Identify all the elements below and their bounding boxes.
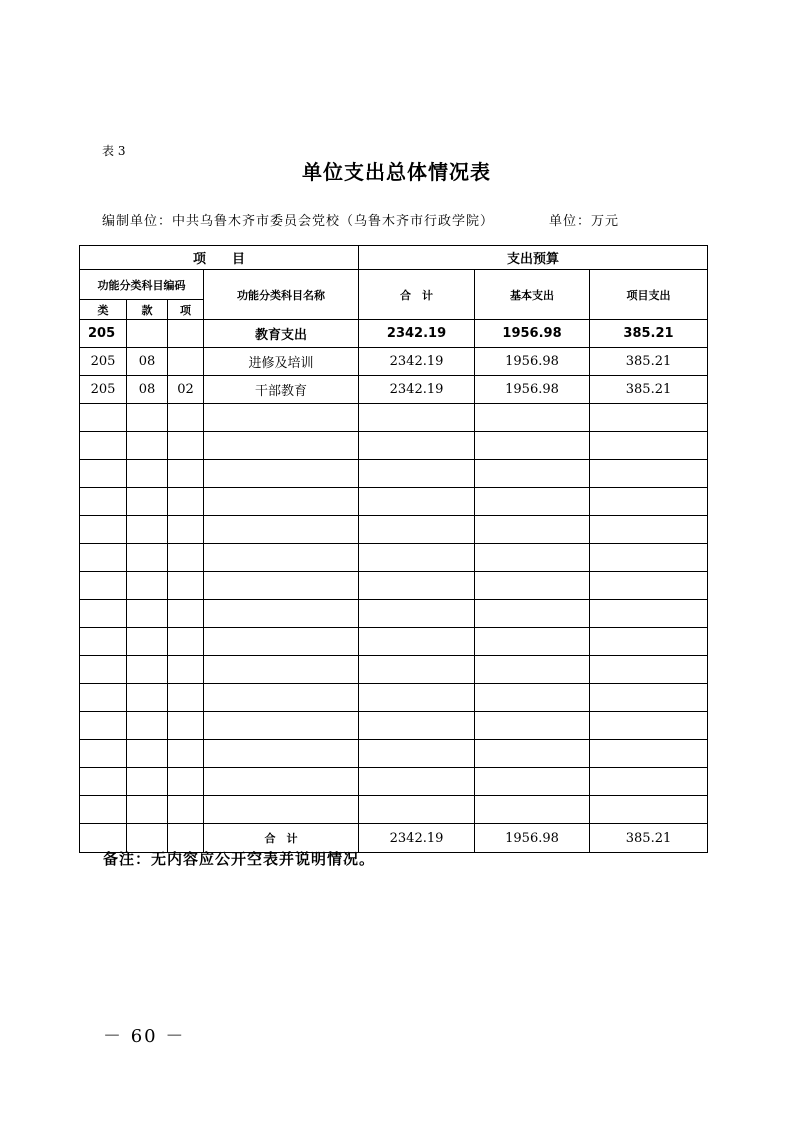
cell-kuan: [127, 320, 168, 348]
empty-row: [80, 628, 708, 656]
empty-row: [80, 488, 708, 516]
empty-cell: [168, 712, 204, 740]
sum-project: 385.21: [590, 824, 708, 853]
empty-cell: [127, 404, 168, 432]
currency-unit: 单位：万元: [549, 214, 620, 229]
empty-cell: [80, 572, 127, 600]
empty-cell: [80, 740, 127, 768]
empty-cell: [127, 460, 168, 488]
empty-cell: [80, 432, 127, 460]
empty-cell: [80, 684, 127, 712]
empty-cell: [127, 516, 168, 544]
sum-basic: 1956.98: [475, 824, 590, 853]
header-lei: 类: [80, 300, 127, 320]
empty-cell: [475, 684, 590, 712]
empty-row: [80, 544, 708, 572]
header-basic: 基本支出: [475, 270, 590, 320]
empty-cell: [204, 628, 359, 656]
empty-cell: [359, 404, 475, 432]
cell-project: 385.21: [590, 320, 708, 348]
empty-cell: [590, 572, 708, 600]
header-xiang: 项: [168, 300, 204, 320]
empty-cell: [168, 768, 204, 796]
empty-row: [80, 684, 708, 712]
empty-cell: [80, 656, 127, 684]
empty-cell: [204, 712, 359, 740]
empty-cell: [204, 600, 359, 628]
expenditure-table: [79, 245, 708, 853]
empty-cell: [80, 460, 127, 488]
cell-total: 2342.19: [359, 376, 475, 404]
empty-cell: [80, 488, 127, 516]
empty-cell: [127, 712, 168, 740]
empty-cell: [204, 460, 359, 488]
cell-kuan: 08: [127, 376, 168, 404]
empty-cell: [359, 628, 475, 656]
empty-cell: [168, 684, 204, 712]
cell-name: 干部教育: [204, 376, 359, 404]
empty-cell: [80, 516, 127, 544]
empty-cell: [168, 460, 204, 488]
cell-project: 385.21: [590, 348, 708, 376]
empty-cell: [475, 432, 590, 460]
empty-cell: [127, 796, 168, 824]
cell-total: 2342.19: [359, 348, 475, 376]
cell-total: 2342.19: [359, 320, 475, 348]
empty-cell: [359, 488, 475, 516]
header-budget: 支出预算: [359, 246, 708, 270]
sum-label: 合 计: [204, 824, 359, 853]
empty-cell: [359, 516, 475, 544]
empty-cell: [475, 740, 590, 768]
empty-cell: [168, 656, 204, 684]
empty-row: [80, 432, 708, 460]
empty-cell: [359, 656, 475, 684]
header-item: 项 目: [80, 246, 359, 270]
empty-cell: [359, 740, 475, 768]
empty-cell: [590, 404, 708, 432]
empty-cell: [204, 656, 359, 684]
empty-cell: [127, 684, 168, 712]
empty-cell: [168, 796, 204, 824]
page-title: 单位支出总体情况表: [302, 160, 491, 184]
empty-cell: [590, 740, 708, 768]
cell-kuan: 08: [127, 348, 168, 376]
empty-cell: [204, 768, 359, 796]
header-project: 项目支出: [590, 270, 708, 320]
header-function-name: 功能分类科目名称: [204, 270, 359, 320]
cell-lei: 205: [80, 376, 127, 404]
empty-cell: [359, 600, 475, 628]
empty-cell: [204, 544, 359, 572]
cell-name: 教育支出: [204, 320, 359, 348]
empty-cell: [80, 628, 127, 656]
empty-cell: [590, 460, 708, 488]
empty-cell: [127, 488, 168, 516]
empty-cell: [475, 460, 590, 488]
empty-cell: [168, 488, 204, 516]
empty-cell: [475, 404, 590, 432]
empty-cell: [127, 432, 168, 460]
empty-cell: [80, 796, 127, 824]
empty-cell: [204, 572, 359, 600]
empty-cell: [475, 628, 590, 656]
empty-cell: [168, 600, 204, 628]
empty-cell: [590, 712, 708, 740]
empty-row: [80, 572, 708, 600]
empty-cell: [80, 768, 127, 796]
empty-cell: [590, 796, 708, 824]
empty-cell: [168, 544, 204, 572]
empty-cell: [127, 740, 168, 768]
empty-cell: [359, 712, 475, 740]
header-total: 合 计: [359, 270, 475, 320]
empty-cell: [590, 684, 708, 712]
empty-row: [80, 460, 708, 488]
empty-cell: [475, 488, 590, 516]
empty-row: [80, 600, 708, 628]
table-number-label: 表 3: [102, 144, 126, 158]
empty-row: [80, 712, 708, 740]
empty-cell: [80, 600, 127, 628]
table-row: [80, 320, 708, 348]
empty-cell: [475, 572, 590, 600]
cell-basic: 1956.98: [475, 376, 590, 404]
empty-cell: [475, 768, 590, 796]
empty-cell: [590, 600, 708, 628]
footnote: 备注：无内容应公开空表并说明情况。: [103, 850, 376, 868]
empty-row: [80, 768, 708, 796]
empty-cell: [475, 600, 590, 628]
empty-cell: [168, 628, 204, 656]
empty-cell: [168, 572, 204, 600]
empty-cell: [127, 768, 168, 796]
cell-xiang: [168, 320, 204, 348]
cell-basic: 1956.98: [475, 320, 590, 348]
empty-cell: [590, 628, 708, 656]
cell-xiang: [168, 348, 204, 376]
empty-cell: [204, 404, 359, 432]
cell-lei: 205: [80, 320, 127, 348]
empty-cell: [359, 768, 475, 796]
empty-cell: [80, 544, 127, 572]
cell-lei: 205: [80, 348, 127, 376]
header-function-code: 功能分类科目编码: [80, 270, 204, 300]
empty-cell: [359, 684, 475, 712]
empty-cell: [359, 572, 475, 600]
cell-xiang: 02: [168, 376, 204, 404]
cell-name: 进修及培训: [204, 348, 359, 376]
empty-cell: [204, 740, 359, 768]
empty-cell: [204, 488, 359, 516]
empty-cell: [475, 796, 590, 824]
empty-cell: [590, 768, 708, 796]
empty-cell: [204, 516, 359, 544]
empty-cell: [168, 740, 204, 768]
compiler-unit: 编制单位：中共乌鲁木齐市委员会党校（乌鲁木齐市行政学院）: [102, 214, 495, 229]
empty-cell: [475, 656, 590, 684]
empty-cell: [204, 684, 359, 712]
empty-cell: [127, 544, 168, 572]
empty-row: [80, 740, 708, 768]
header-kuan: 款: [127, 300, 168, 320]
empty-cell: [590, 432, 708, 460]
cell-project: 385.21: [590, 376, 708, 404]
empty-cell: [359, 544, 475, 572]
empty-row: [80, 656, 708, 684]
empty-cell: [168, 432, 204, 460]
empty-cell: [168, 516, 204, 544]
empty-cell: [475, 544, 590, 572]
empty-cell: [475, 516, 590, 544]
empty-row: [80, 516, 708, 544]
empty-cell: [359, 432, 475, 460]
empty-cell: [127, 628, 168, 656]
page-number: － 60 －: [103, 1026, 186, 1047]
empty-cell: [359, 796, 475, 824]
empty-cell: [590, 516, 708, 544]
empty-cell: [80, 404, 127, 432]
empty-cell: [204, 432, 359, 460]
sum-total: 2342.19: [359, 824, 475, 853]
table-row: [80, 348, 708, 376]
empty-cell: [204, 796, 359, 824]
empty-cell: [127, 572, 168, 600]
empty-row: [80, 404, 708, 432]
empty-cell: [127, 656, 168, 684]
empty-cell: [359, 460, 475, 488]
table-row: [80, 376, 708, 404]
empty-cell: [168, 404, 204, 432]
empty-cell: [127, 600, 168, 628]
empty-cell: [590, 656, 708, 684]
cell-basic: 1956.98: [475, 348, 590, 376]
empty-cell: [590, 488, 708, 516]
empty-cell: [590, 544, 708, 572]
empty-row: [80, 796, 708, 824]
empty-cell: [80, 712, 127, 740]
empty-cell: [475, 712, 590, 740]
